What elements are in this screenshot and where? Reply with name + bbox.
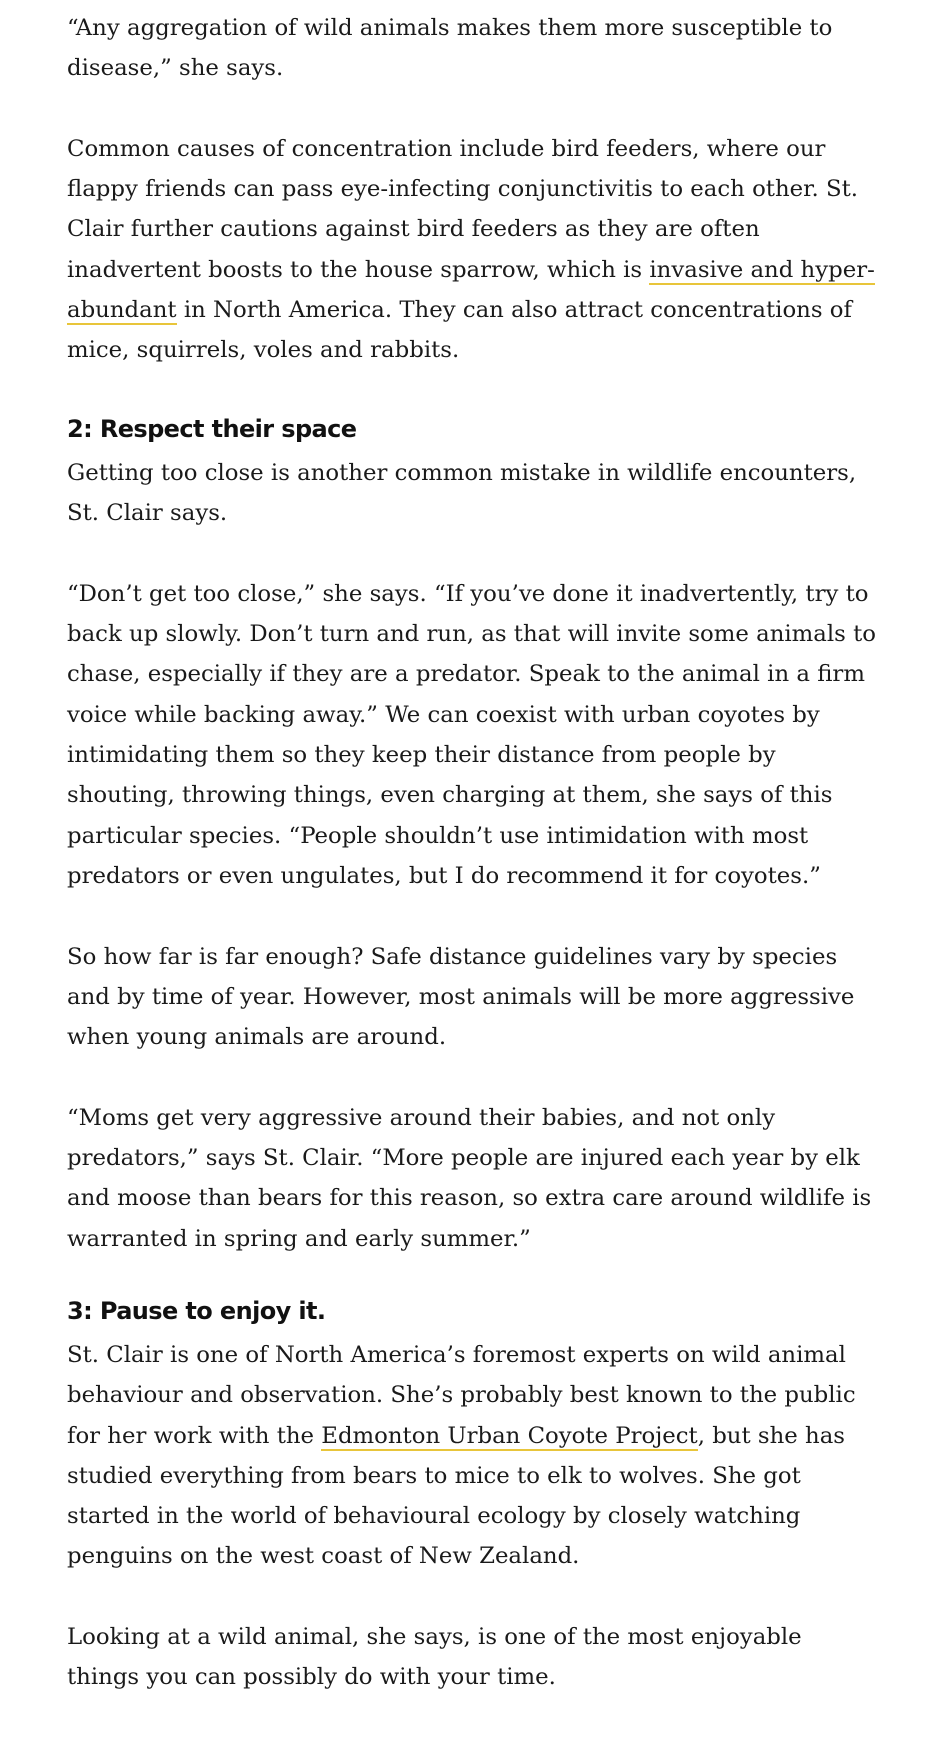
paragraph-too-close: Getting too close is another common mistake in wildlife encounters, St. Clair says. <box>67 459 857 527</box>
paragraph-bird-feeders <box>67 129 879 371</box>
paragraph-moms-aggressive: “Moms get very aggressive around their babies, and not only predators,” says St. Clair. “More people are injured each year by elk and moose than bears for this reason, so extra care around wildlife is warranted in spring and early summer.” <box>67 1104 872 1252</box>
paragraph-how-far: So how far is far enough? Safe distance guidelines vary by species and by time of year. However, most animals will be more aggressive when young animals are around. <box>67 943 855 1051</box>
section-heading-pause-enjoy: 3: Pause to enjoy it. <box>67 1296 326 1325</box>
paragraph-looking-at-wild-animal: Looking at a wild animal, she says, is one of the most enjoyable things you can possibly do with your time. <box>67 1623 802 1691</box>
section-heading-respect-space: 2: Respect their space <box>67 414 357 443</box>
edmonton-urban-coyote-project-link[interactable]: Edmonton Urban Coyote Project <box>321 1422 698 1449</box>
paragraph-text: , but she has studied everything from bears to mice to elk to wolves. She got started in the world of behavioural ecology by closely watching penguins on the west coast of New Zealand. <box>67 1422 845 1570</box>
article-body <box>67 8 879 1738</box>
paragraph-text: in North America. They can also attract concentrations of mice, squirrels, voles and rabbits. <box>67 297 852 364</box>
paragraph-text: Common causes of concentration include bird feeders, where our flappy friends can pass eye-infecting conjunctivitis to each other. St. Clair further cautions against bird feeders as they are often inadvertent boosts to the house sparrow, which is <box>67 135 859 283</box>
paragraph-text: St. Clair is one of North America’s foremost experts on wild animal behaviour and observation. She’s probably best known to the public for her work with the <box>67 1341 856 1449</box>
paragraph-st-clair-expert <box>67 1335 879 1577</box>
paragraph-disease-quote: “Any aggregation of wild animals makes them more susceptible to disease,” she says. <box>67 15 833 82</box>
invasive-hyper-abundant-link[interactable]: invasive and hyper-abundant <box>67 256 875 324</box>
paragraph-back-up-slowly: “Don’t get too close,” she says. “If you’ve done it inadvertently, try to back up slowly. Don’t turn and run, as that will invite some animals to chase, especially if they are a predator. Speak to the animal in a firm voice while backing away.” We can coexist with urban coyotes by intimidating them so they keep their distance from people by shouting, throwing things, even charging at them, she says of this particular species. “People shouldn’t use intimidation with most predators or even ungulates, but I do recommend it for coyotes.” <box>67 580 876 889</box>
